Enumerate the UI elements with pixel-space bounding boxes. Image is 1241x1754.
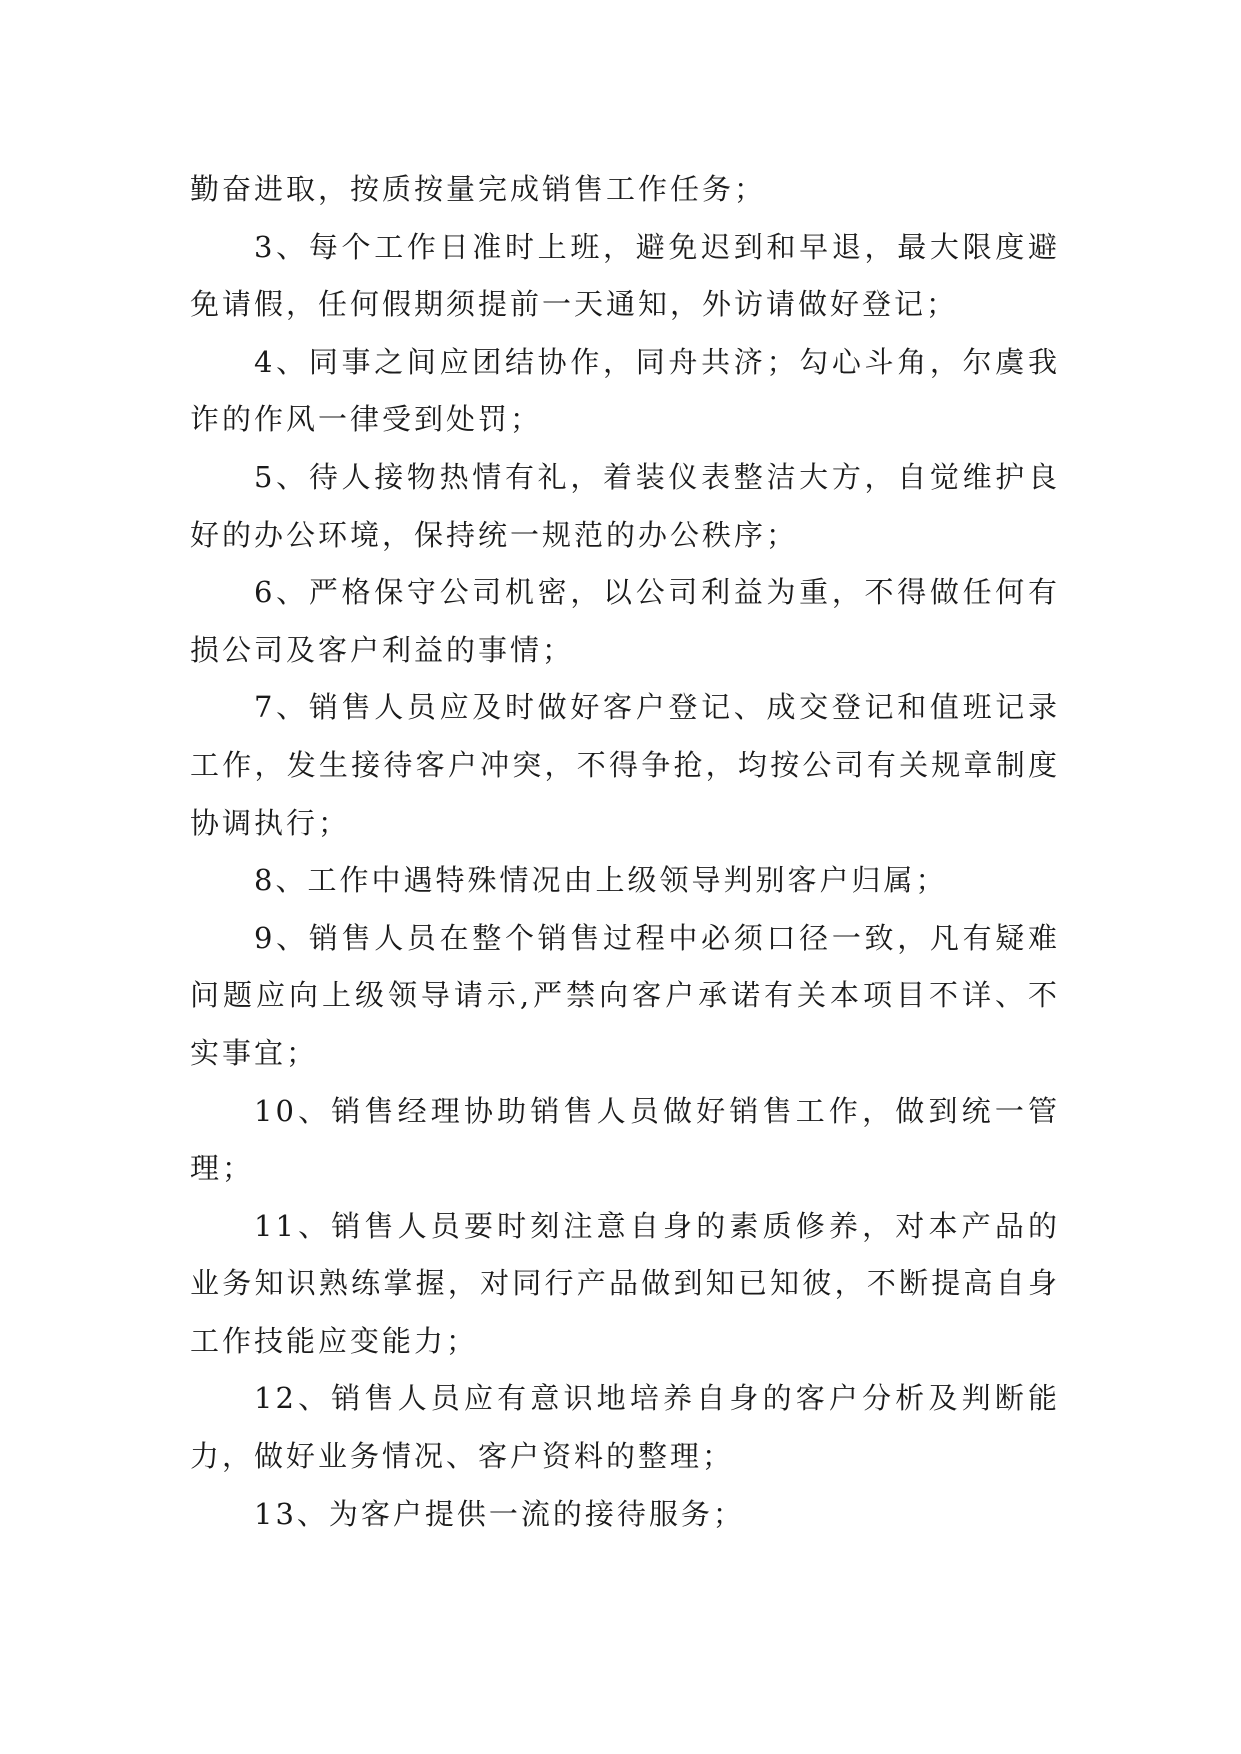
paragraph-item-6: 6、严格保守公司机密，以公司利益为重，不得做任何有损公司及客户利益的事情； [190, 575, 1060, 667]
paragraph-item-4: 4、同事之间应团结协作，同舟共济；勾心斗角，尔虞我诈的作风一律受到处罚； [190, 344, 1060, 437]
paragraph-continuation: 勤奋进取，按质按量完成销售工作任务； [190, 172, 767, 206]
paragraph-item-8: 8、工作中遇特殊情况由上级领导判别客户归属； [254, 863, 948, 898]
paragraph-item-9: 9、销售人员在整个销售过程中必须口径一致，凡有疑难问题应向上级领导请示,严禁向客户承诺有关本项目不详、不实事宜； [190, 920, 1060, 1070]
paragraph-item-13: 13、为客户提供一流的接待服务； [254, 1496, 745, 1531]
document-body [190, 161, 1060, 1543]
paragraph-item-7: 7、销售人员应及时做好客户登记、成交登记和值班记录工作，发生接待客户冲突，不得争抢，均按公司有关规章制度协调执行； [190, 690, 1060, 840]
paragraph-item-12: 12、销售人员应有意识地培养自身的客户分析及判断能力，做好业务情况、客户资料的整理； [190, 1381, 1060, 1474]
paragraph-item-10: 10、销售经理协助销售人员做好销售工作，做到统一管理； [190, 1093, 1060, 1186]
paragraph-item-11: 11、销售人员要时刻注意自身的素质修养，对本产品的业务知识熟练掌握，对同行产品做到知已知彼，不断提高自身工作技能应变能力； [190, 1208, 1060, 1358]
paragraph-item-5: 5、待人接物热情有礼，着装仪表整洁大方，自觉维护良好的办公环境，保持统一规范的办公秩序； [190, 459, 1060, 552]
paragraph-item-3: 3、每个工作日准时上班，避免迟到和早退，最大限度避免请假，任何假期须提前一天通知，外访请做好登记； [190, 229, 1060, 322]
